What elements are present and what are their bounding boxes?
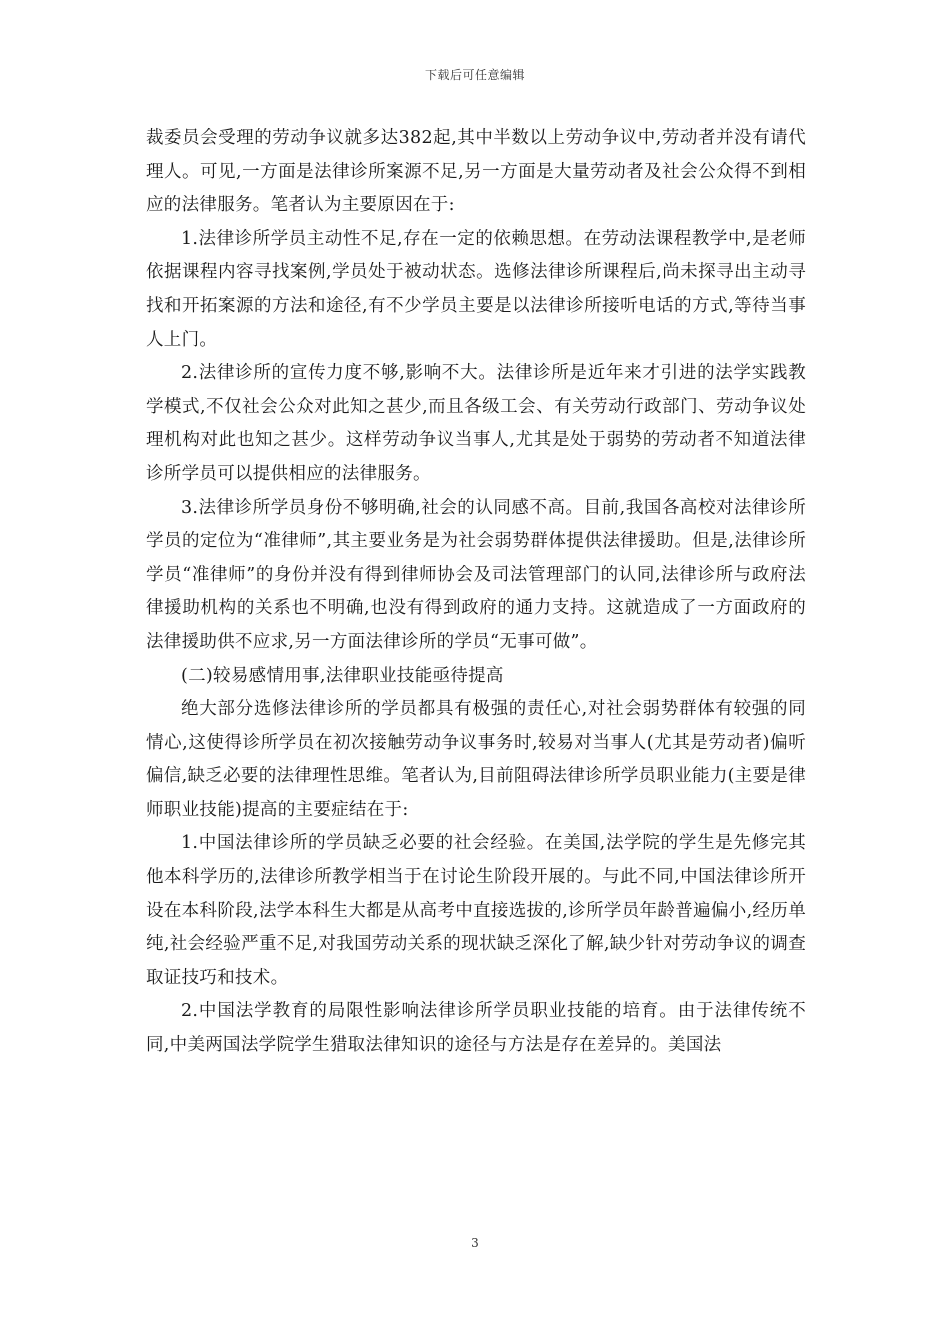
section-heading: (二)较易感情用事,法律职业技能亟待提高 (181, 665, 504, 686)
paragraph: 1.法律诊所学员主动性不足,存在一定的依赖思想。在劳动法课程教学中,是老师依据课程内容寻找案例,学员处于被动状态。选修法律诊所课程后,尚未探寻出主动寻找和开拓案源的方法和途径,有不少学员主要是以法律诊所接听电话的方式,等待当事人上门。 (146, 228, 806, 350)
paragraph: 2.中国法学教育的局限性影响法律诊所学员职业技能的培育。由于法律传统不同,中美两国法学院学生猎取法律知识的途径与方法是存在差异的。美国法 (146, 1001, 806, 1056)
page-header: 下载后可任意编辑 (424, 68, 525, 82)
paragraph: 裁委员会受理的劳动争议就多达382起,其中半数以上劳动争议中,劳动者并没有请代理人。可见,一方面是法律诊所案源不足,另一方面是大量劳动者及社会公众得不到相应的法律服务。笔者认为主要原因在于: (146, 128, 806, 216)
paragraph: 1.中国法律诊所的学员缺乏必要的社会经验。在美国,法学院的学生是先修完其他本科学历的,法律诊所教学相当于在讨论生阶段开展的。与此不同,中国法律诊所开设在本科阶段,法学本科生大都是从高考中直接选拔的,诊所学员年龄普遍偏小,经历单纯,社会经验严重不足,对我国劳动关系的现状缺乏深化了解,缺少针对劳动争议的调查取证技巧和技术。 (146, 833, 806, 988)
paragraph: 2.法律诊所的宣传力度不够,影响不大。法律诊所是近年来才引进的法学实践教学模式,不仅社会公众对此知之甚少,而且各级工会、有关劳动行政部门、劳动争议处理机构对此也知之甚少。这样劳动争议当事人,尤其是处于弱势的劳动者不知道法律诊所学员可以提供相应的法律服务。 (146, 363, 806, 484)
paragraph: 绝大部分选修法律诊所的学员都具有极强的责任心,对社会弱势群体有较强的同情心,这使得诊所学员在初次接触劳动争议事务时,较易对当事人(尤其是劳动者)偏听偏信,缺乏必要的法律理性思维。笔者认为,目前阻碍法律诊所学员职业能力(主要是律师职业技能)提高的主要症结在于: (146, 699, 806, 820)
document-body (146, 122, 806, 1063)
paragraph: 3.法律诊所学员身份不够明确,社会的认同感不高。目前,我国各高校对法律诊所学员的定位为“准律师”,其主要业务是为社会弱势群体提供法律援助。但是,法律诊所学员“准律师”的身份并没有得到律师协会及司法管理部门的认同,法律诊所与政府法律援助机构的关系也不明确,也没有得到政府的通力支持。这就造成了一方面政府的法律援助供不应求,另一方面法律诊所的学员“无事可做”。 (146, 497, 806, 652)
page-number: 3 (471, 1236, 479, 1250)
